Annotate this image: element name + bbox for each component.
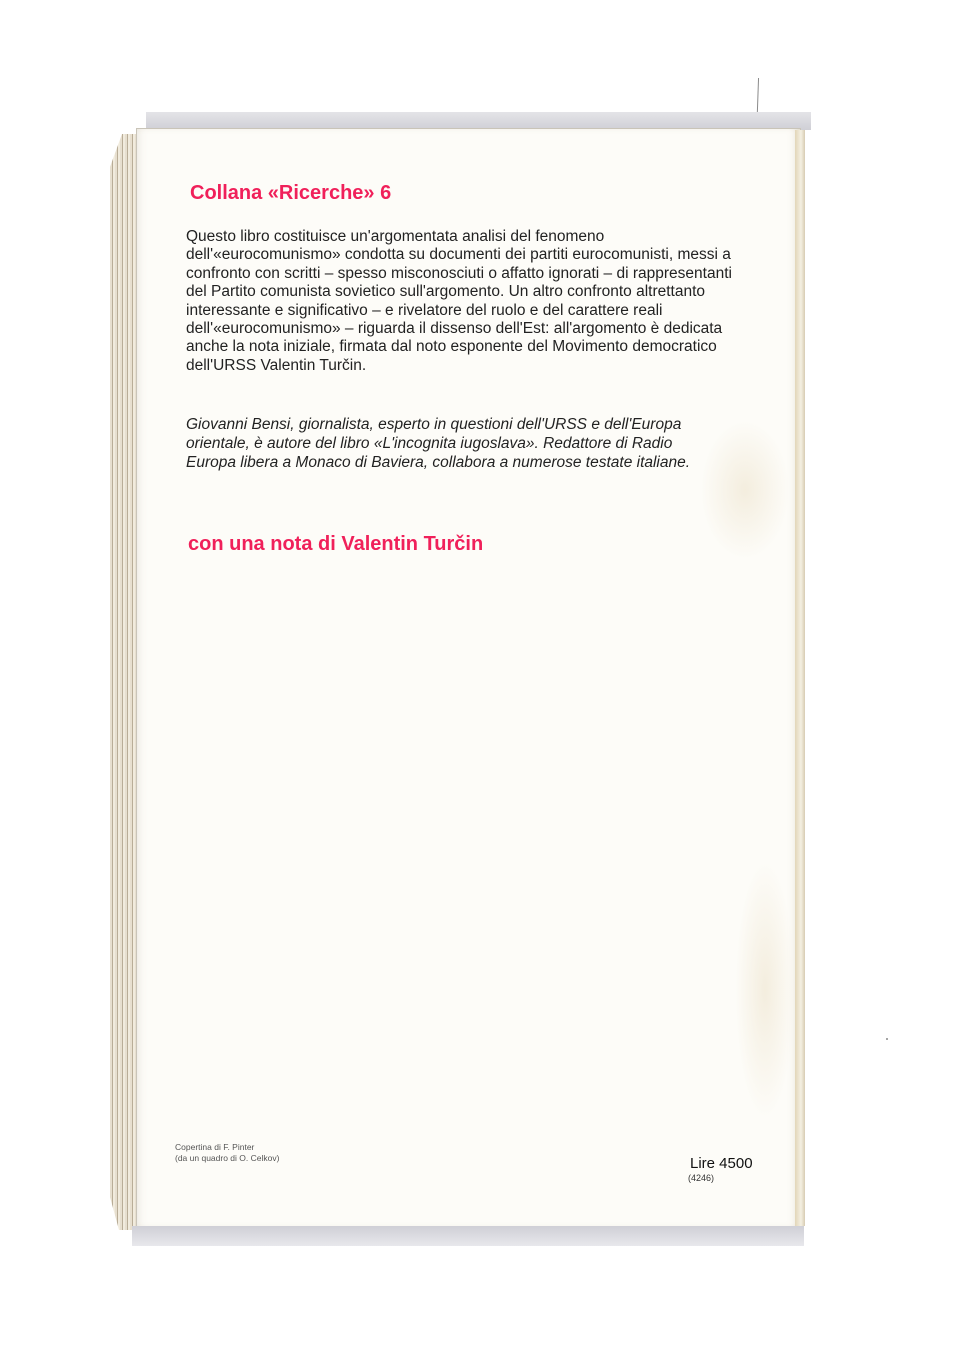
- cover-credit: [175, 1142, 279, 1164]
- dust-speck: [886, 1038, 888, 1040]
- catalog-code: (4246): [688, 1173, 715, 1183]
- cover-credit-line-1: Copertina di F. Pinter: [175, 1142, 255, 1152]
- paper-stain: [735, 860, 795, 1120]
- author-bio: Giovanni Bensi, giornalista, esperto in questioni dell'URSS e dell'Europa orientale, è autore del libro «L'incognita iugoslava». Redattore di Radio Europa libera a Monaco di Baviera, collabora a numerose testate italiane.: [186, 416, 691, 471]
- book-right-edge: [795, 130, 805, 1226]
- series-title: Collana «Ricerche» 6: [190, 182, 392, 204]
- note-credit: con una nota di Valentin Turčin: [188, 533, 484, 555]
- cover-credit-line-2: (da un quadro di O. Celkov): [175, 1153, 280, 1163]
- book-description: Questo libro costituisce un'argomentata analisi del fenomeno dell'«eurocomunismo» condotta su documenti dei partiti eurocomunisti, messi a confronto con scritti – spesso misconosciuti o affatto ignorati – di rappresentanti del Partito comunista sovietico sull'argomento. Un altro confronto altrettanto interessante e significativo – e rivelatore del ruolo e del carattere reali dell'«eurocomunismo» – riguarda il dissenso dell'Est: all'argomento è dedicata anche la nota iniziale, firmata dal noto esponente del Movimento democratico dell'URSS Valentin Turčin.: [186, 228, 732, 374]
- book-shadow-bottom: [132, 1226, 804, 1246]
- price-label: Lire 4500: [690, 1155, 753, 1172]
